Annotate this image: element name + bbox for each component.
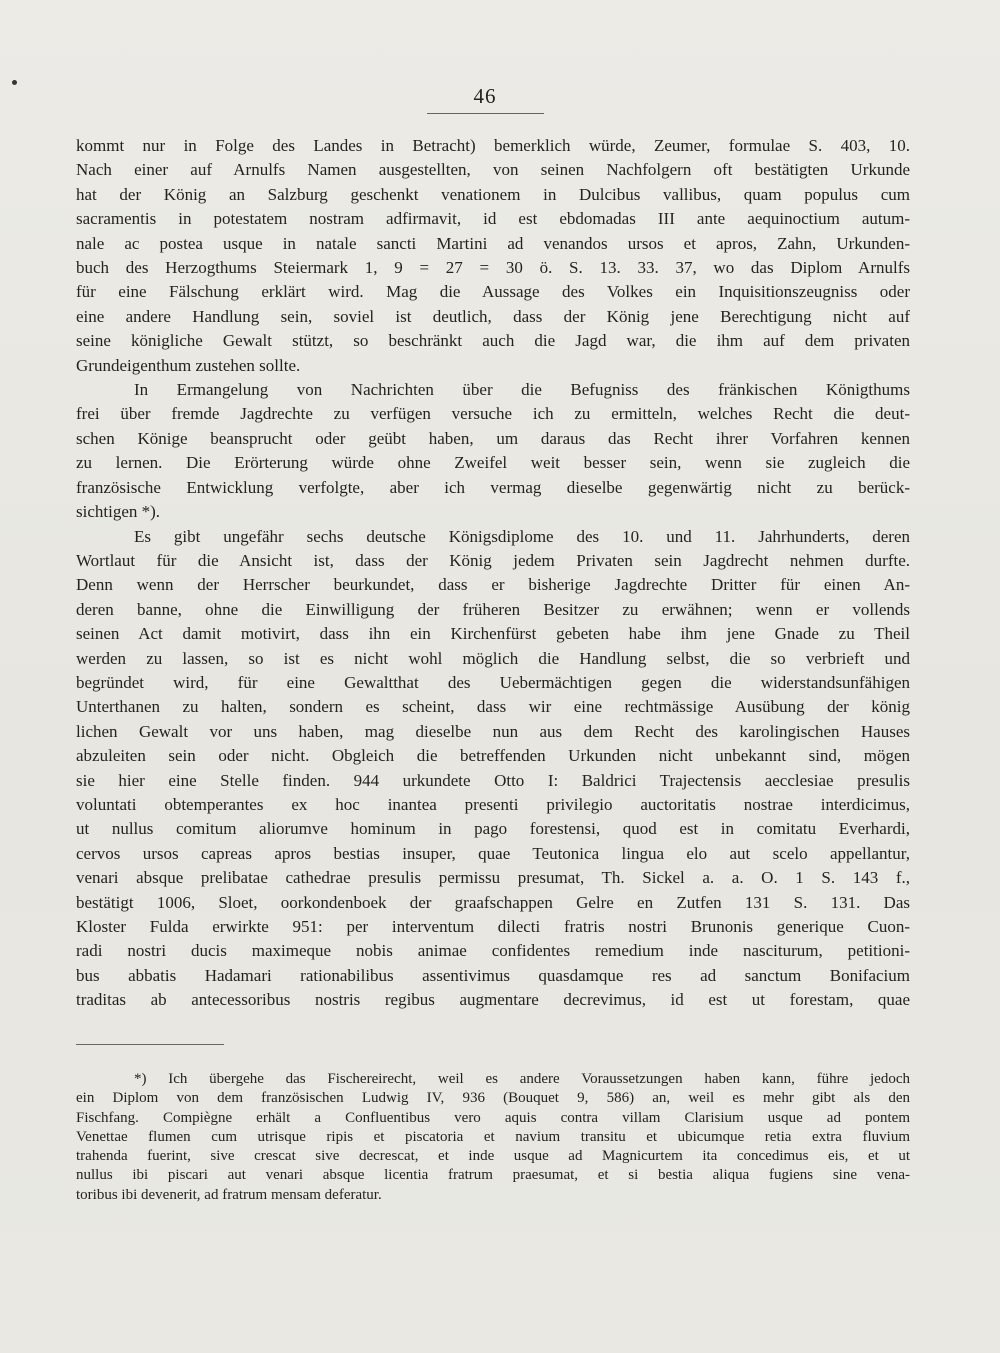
text-line: sichtigen *). bbox=[76, 502, 161, 522]
text-line: voluntati obtemperantes ex hoc inantea presenti privilegio auctoritatis nostrae interdicimus, bbox=[76, 794, 910, 814]
text-line: deren banne, ohne die Einwilligung der früheren Besitzer zu erwähnen; wenn er vollends bbox=[76, 599, 910, 619]
text-line: Grundeigenthum zustehen sollte. bbox=[76, 355, 301, 375]
text-line: radi nostri ducis maximeque nobis animae confidentes remedium inde nasciturum, petitioni- bbox=[76, 941, 910, 961]
text-line: frei über fremde Jagdrechte zu verfügen versuche ich zu ermitteln, welches Recht die deut- bbox=[76, 404, 910, 424]
footnote-line: Venettae flumen cum utrisque ripis et piscatoria et navium transitu et ubicumque retia extra fluvium bbox=[76, 1128, 910, 1145]
footnote-line: ein Diplom von dem französischen Ludwig IV, 936 (Bouquet 9, 586) an, weil es mehr gibt als den bbox=[76, 1090, 910, 1107]
text-line: lichen Gewalt vor uns haben, mag dieselbe nun aus dem Recht des karolingischen Hauses bbox=[76, 721, 910, 741]
text-line: bestätigt 1006, Sloet, oorkondenboek der graafschappen Gelre en Zutfen 131 S. 131. Das bbox=[76, 892, 910, 912]
text-line: In Ermangelung von Nachrichten über die Befugniss des fränkischen Königthums bbox=[134, 380, 910, 400]
text-line: Kloster Fulda erwirkte 951: per interventum dilecti fratris nostri Brunonis generique Cuon- bbox=[76, 917, 910, 936]
text-line: venari absque prelibatae cathedrae presulis permissu presumat, Th. Sickel a. a. O. 1 S. 143 f., bbox=[76, 868, 910, 888]
text-line: kommt nur in Folge des Landes in Betracht) bemerklich würde, Zeumer, formulae S. 403, 10. bbox=[76, 136, 910, 155]
text-line: Es gibt ungefähr sechs deutsche Königsdiplome des 10. und 11. Jahrhunderts, deren bbox=[134, 526, 910, 546]
footnote-rule bbox=[76, 1044, 224, 1045]
header-rule bbox=[427, 113, 544, 114]
margin-dot bbox=[12, 80, 17, 85]
text-line: Denn wenn der Herrscher beurkundet, dass er bisherige Jagdrechte Dritter für einen An- bbox=[76, 575, 910, 595]
text-line: abzuleiten sein oder nicht. Obgleich die betreffenden Urkunden nicht unbekannt sind, mögen bbox=[76, 746, 910, 766]
text-line: bus abbatis Hadamari rationabilibus assentivimus quasdamque res ad sanctum Bonifacium bbox=[76, 965, 910, 985]
text-line: traditas ab antecessoribus nostris regibus augmentare decrevimus, id est ut forestam, quae bbox=[76, 990, 910, 1010]
text-line: hat der König an Salzburg geschenkt venationem in Dulcibus vallibus, quam populus cum bbox=[76, 184, 910, 204]
text-line: sie hier eine Stelle finden. 944 urkundete Otto I: Baldrici Trajectensis aecclesiae presulis bbox=[76, 770, 910, 790]
text-line: nale ac postea usque in natale sancti Martini ad venandos ursos et apros, Zahn, Urkunden- bbox=[76, 233, 910, 253]
text-line: ut nullus comitum aliorumve hominum in pago forestensi, quod est in comitatu Everhardi, bbox=[76, 819, 910, 839]
text-line: Wortlaut für die Ansicht ist, dass der König jedem Privaten sein Jagdrecht nehmen durfte. bbox=[76, 550, 910, 570]
footnote bbox=[76, 1070, 910, 1205]
text-line: buch des Herzogthums Steiermark 1, 9 = 27 = 30 ö. S. 13. 33. 37, wo das Diplom Arnulfs bbox=[76, 258, 910, 278]
page-number: 46 bbox=[473, 84, 497, 108]
text-line: schen Könige beansprucht oder geübt haben, um daraus das Recht ihrer Vorfahren kennen bbox=[76, 428, 910, 448]
text-line: Nach einer auf Arnulfs Namen ausgestellten, von seinen Nachfolgern oft bestätigten Urkunde bbox=[76, 160, 910, 180]
text-line: zu lernen. Die Erörterung würde ohne Zweifel weit besser sein, wenn sie zugleich die bbox=[76, 453, 910, 473]
text-line: begründet wird, für eine Gewaltthat des Uebermächtigen gegen die widerstandsunfähigen bbox=[76, 672, 910, 692]
text-line: seine königliche Gewalt stützt, so beschränkt auch die Jagd war, die ihm auf dem privaten bbox=[76, 331, 910, 351]
text-line: Unterthanen zu halten, sondern es scheint, dass wir eine rechtmässige Ausübung der könig bbox=[76, 697, 910, 717]
text-line: französische Entwicklung verfolgte, aber ich vermag dieselbe gegenwärtig nicht zu berück- bbox=[76, 477, 910, 497]
footnote-line: trahenda fuerint, sive crescat sive decrescat, et inde usque ad Magnicurtem ita concedimus eis, et ut bbox=[76, 1148, 910, 1165]
text-line: cervos ursos capreas apros bestias insuper, quae Teutonica lingua elo aut scelo appellantur, bbox=[76, 843, 910, 863]
footnote-line: nullus ibi piscari aut venari absque licentia fratrum praesumat, et si bestia aliqua fugiens sine vena- bbox=[76, 1167, 910, 1184]
text-line: seinen Act damit motivirt, dass ihn ein Kirchenfürst gebeten habe ihm jene Gnade zu Theil bbox=[76, 624, 910, 644]
text-line: für eine Fälschung erklärt wird. Mag die Aussage des Volkes ein Inquisitionszeugniss oder bbox=[76, 282, 910, 302]
main-text bbox=[76, 134, 910, 1013]
footnote-line: Fischfang. Compiègne erhält a Confluentibus vero aquis contra villam Clarisium usque ad pontem bbox=[76, 1109, 910, 1126]
footnote-line: toribus ibi devenerit, ad fratrum mensam deferatur. bbox=[76, 1186, 382, 1203]
footnote-line: *) Ich übergehe das Fischereirecht, weil es andere Voraussetzungen haben kann, führe jedoch bbox=[134, 1071, 910, 1087]
text-line: sacramentis in potestatem nostram adfirmavit, id est ebdomadas III ante aequinoctium autum- bbox=[76, 209, 910, 229]
text-line: eine andere Handlung sein, soviel ist deutlich, dass der König jene Berechtigung nicht auf bbox=[76, 306, 910, 326]
text-line: werden zu lassen, so ist es nicht wohl möglich die Handlung selbst, die so verbrieft und bbox=[76, 648, 910, 668]
